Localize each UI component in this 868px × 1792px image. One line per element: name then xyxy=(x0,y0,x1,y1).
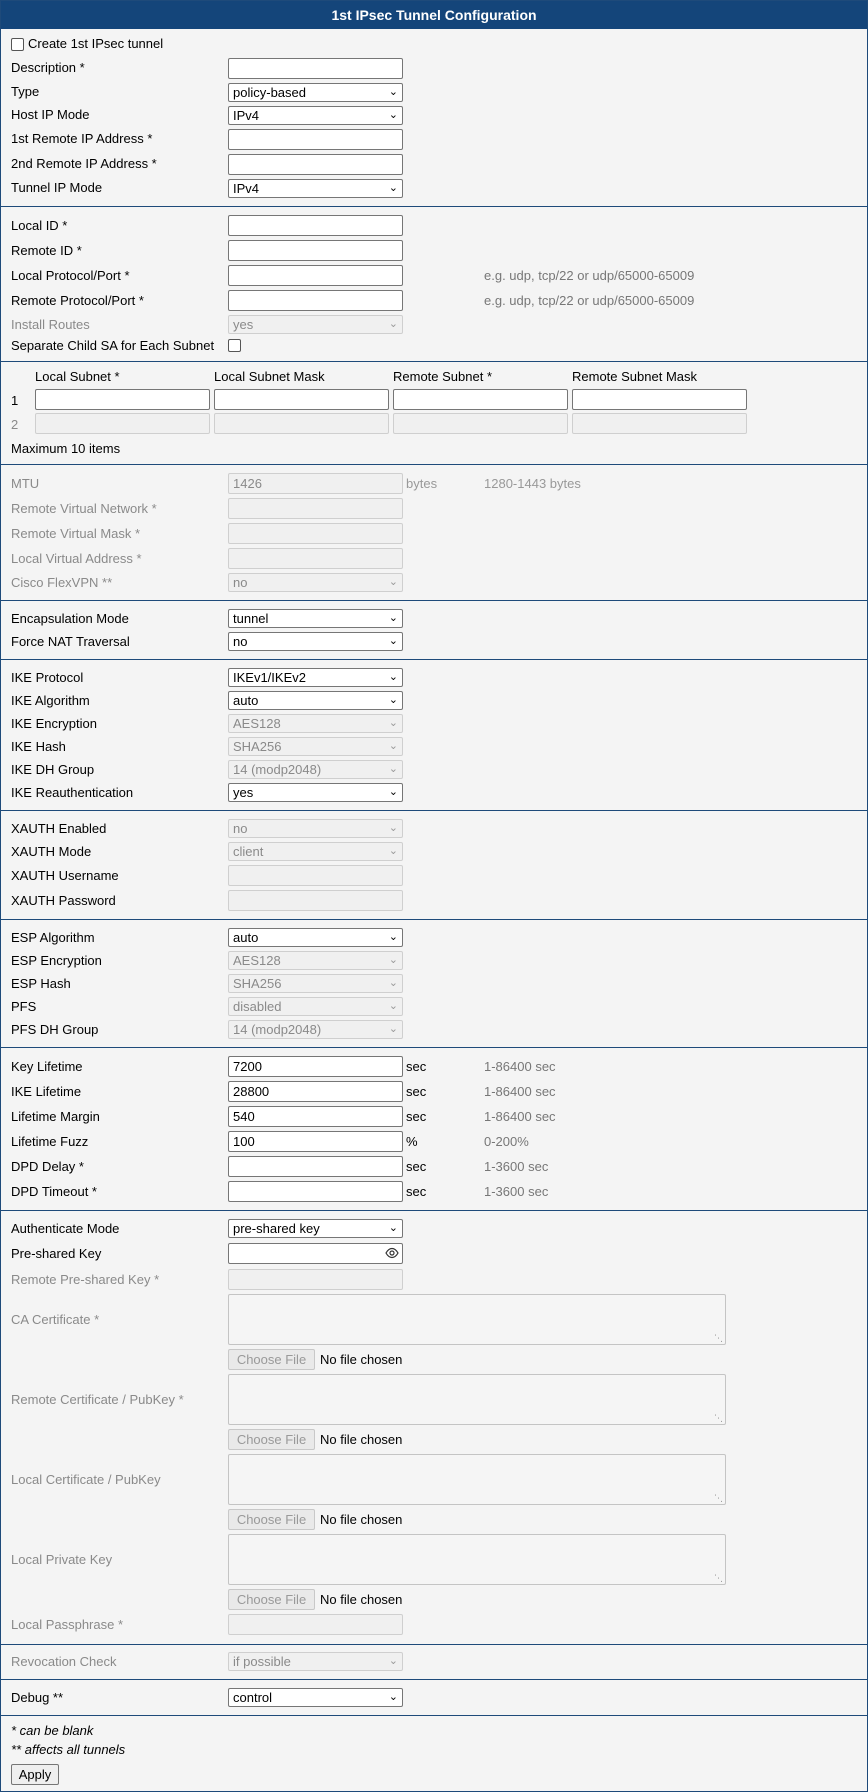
psk-input[interactable] xyxy=(228,1243,403,1264)
local-cert-label: Local Certificate / PubKey xyxy=(11,1472,161,1487)
chevron-down-icon: ⌄ xyxy=(388,318,398,330)
key-lifetime-label: Key Lifetime xyxy=(11,1059,83,1074)
max-items-note: Maximum 10 items xyxy=(11,441,121,456)
section-divider xyxy=(1,1210,867,1211)
subnet-header-local-mask: Local Subnet Mask xyxy=(214,369,325,384)
encapsulation-mode-select[interactable] xyxy=(228,609,403,628)
create-tunnel-checkbox[interactable] xyxy=(11,38,24,51)
ike-lifetime-hint: 1-86400 sec xyxy=(484,1084,556,1099)
description-input[interactable] xyxy=(228,58,403,79)
chevron-down-icon: ⌄ xyxy=(388,109,398,121)
passphrase-input xyxy=(228,1614,403,1635)
remote-cert-choose-file-button: Choose File xyxy=(228,1429,315,1450)
type-select[interactable] xyxy=(228,83,403,102)
force-nat-value: no xyxy=(233,634,248,649)
chevron-down-icon: ⌄ xyxy=(388,822,398,834)
subnet-row-number: 2 xyxy=(11,417,19,432)
chevron-down-icon: ⌄ xyxy=(388,694,398,706)
pfs-label: PFS xyxy=(11,999,37,1014)
ike-algorithm-value: auto xyxy=(233,693,259,708)
key-lifetime-input[interactable]: 7200 xyxy=(228,1056,403,1077)
esp-hash-value: SHA256 xyxy=(233,976,282,991)
esp-algorithm-value: auto xyxy=(233,930,259,945)
remote-cert-file-status: No file chosen xyxy=(320,1432,403,1447)
remote-virtual-mask-label: Remote Virtual Mask * xyxy=(11,526,141,541)
private-key-label: Local Private Key xyxy=(11,1552,113,1567)
chevron-down-icon: ⌄ xyxy=(388,1222,398,1234)
local-id-input[interactable] xyxy=(228,215,403,236)
xauth-enabled-value: no xyxy=(233,821,248,836)
subnet-header-remote-mask: Remote Subnet Mask xyxy=(572,369,698,384)
install-routes-label: Install Routes xyxy=(11,317,90,332)
esp-hash-label: ESP Hash xyxy=(11,976,71,991)
xauth-enabled-label: XAUTH Enabled xyxy=(11,821,107,836)
private-key-textarea xyxy=(228,1534,726,1585)
remote-ip1-input[interactable] xyxy=(228,129,403,150)
remote-subnet-mask-input xyxy=(572,413,747,434)
xauth-username-input xyxy=(228,865,403,886)
pfs-dh-group-label: PFS DH Group xyxy=(11,1022,99,1037)
debug-label: Debug ** xyxy=(11,1690,64,1705)
section-divider xyxy=(1,1644,867,1645)
ike-algorithm-label: IKE Algorithm xyxy=(11,693,90,708)
remote-subnet-input[interactable] xyxy=(393,389,568,410)
ike-hash-select xyxy=(228,737,403,756)
revocation-check-value: if possible xyxy=(233,1654,291,1669)
local-cert-file-status: No file chosen xyxy=(320,1512,403,1527)
xauth-enabled-select xyxy=(228,819,403,838)
type-label: Type xyxy=(11,84,40,99)
lifetime-fuzz-hint: 0-200% xyxy=(484,1134,529,1149)
chevron-down-icon: ⌄ xyxy=(388,612,398,624)
auth-mode-label: Authenticate Mode xyxy=(11,1221,120,1236)
apply-button[interactable]: Apply xyxy=(11,1764,59,1785)
chevron-down-icon: ⌄ xyxy=(388,740,398,752)
ike-lifetime-label: IKE Lifetime xyxy=(11,1084,82,1099)
section-divider xyxy=(1,1679,867,1680)
debug-value: control xyxy=(233,1690,273,1705)
remote-virtual-network-label: Remote Virtual Network * xyxy=(11,501,157,516)
ca-cert-choose-file-button: Choose File xyxy=(228,1349,315,1370)
local-subnet-mask-input xyxy=(214,413,389,434)
dpd-delay-hint: 1-3600 sec xyxy=(484,1159,549,1174)
xauth-password-input xyxy=(228,890,403,911)
footnote-all-tunnels: ** affects all tunnels xyxy=(11,1742,126,1757)
mtu-input: 1426 xyxy=(228,473,403,494)
dpd-delay-unit: sec xyxy=(406,1159,427,1174)
local-proto-hint: e.g. udp, tcp/22 or udp/65000-65009 xyxy=(484,268,695,283)
passphrase-label: Local Passphrase * xyxy=(11,1617,124,1632)
local-cert-choose-file-button: Choose File xyxy=(228,1509,315,1530)
chevron-down-icon: ⌄ xyxy=(388,182,398,194)
esp-encryption-value: AES128 xyxy=(233,953,281,968)
chevron-down-icon: ⌄ xyxy=(388,977,398,989)
chevron-down-icon: ⌄ xyxy=(388,671,398,683)
section-divider xyxy=(1,659,867,660)
form-title: 1st IPsec Tunnel Configuration xyxy=(1,1,867,29)
section-divider xyxy=(1,206,867,207)
ike-lifetime-input[interactable]: 28800 xyxy=(228,1081,403,1102)
section-divider xyxy=(1,464,867,465)
tunnel-ip-mode-label: Tunnel IP Mode xyxy=(11,180,103,195)
chevron-down-icon: ⌄ xyxy=(388,1000,398,1012)
remote-ip2-input[interactable] xyxy=(228,154,403,175)
local-proto-label: Local Protocol/Port * xyxy=(11,268,130,283)
footnote-blank: * can be blank xyxy=(11,1723,94,1738)
encapsulation-mode-label: Encapsulation Mode xyxy=(11,611,129,626)
remote-ip1-label: 1st Remote IP Address * xyxy=(11,131,153,146)
local-subnet-input xyxy=(35,413,210,434)
remote-virtual-mask-input xyxy=(228,523,403,544)
remote-proto-hint: e.g. udp, tcp/22 or udp/65000-65009 xyxy=(484,293,695,308)
remote-psk-input xyxy=(228,1269,403,1290)
chevron-down-icon: ⌄ xyxy=(388,1691,398,1703)
lifetime-margin-input[interactable]: 540 xyxy=(228,1106,403,1127)
ike-encryption-label: IKE Encryption xyxy=(11,716,97,731)
remote-subnet-input xyxy=(393,413,568,434)
ike-protocol-select[interactable] xyxy=(228,668,403,687)
create-tunnel-label: Create 1st IPsec tunnel xyxy=(28,36,164,51)
eye-icon[interactable] xyxy=(385,1247,399,1259)
chevron-down-icon: ⌄ xyxy=(388,635,398,647)
host-ip-mode-value: IPv4 xyxy=(233,108,260,123)
chevron-down-icon: ⌄ xyxy=(388,1023,398,1035)
local-proto-input[interactable] xyxy=(228,265,403,286)
chevron-down-icon: ⌄ xyxy=(388,845,398,857)
xauth-password-label: XAUTH Password xyxy=(11,893,116,908)
resize-grip-icon: ⋱ xyxy=(714,1333,723,1343)
remote-ip2-label: 2nd Remote IP Address * xyxy=(11,156,157,171)
tunnel-ip-mode-value: IPv4 xyxy=(233,181,260,196)
flexvpn-select xyxy=(228,573,403,592)
ike-protocol-label: IKE Protocol xyxy=(11,670,84,685)
ike-hash-label: IKE Hash xyxy=(11,739,66,754)
install-routes-select xyxy=(228,315,403,334)
flexvpn-label: Cisco FlexVPN ** xyxy=(11,575,113,590)
dpd-timeout-unit: sec xyxy=(406,1184,427,1199)
remote-proto-label: Remote Protocol/Port * xyxy=(11,293,144,308)
pfs-dh-group-select xyxy=(228,1020,403,1039)
xauth-mode-value: client xyxy=(233,844,264,859)
remote-id-label: Remote ID * xyxy=(11,243,82,258)
pfs-dh-group-value: 14 (modp2048) xyxy=(233,1022,322,1037)
ca-cert-textarea xyxy=(228,1294,726,1345)
section-divider xyxy=(1,810,867,811)
remote-cert-label: Remote Certificate / PubKey * xyxy=(11,1392,184,1407)
revocation-check-label: Revocation Check xyxy=(11,1654,117,1669)
remote-id-input[interactable] xyxy=(228,240,403,261)
chevron-down-icon: ⌄ xyxy=(388,954,398,966)
dpd-timeout-hint: 1-3600 sec xyxy=(484,1184,549,1199)
separate-sa-checkbox[interactable] xyxy=(228,339,241,352)
xauth-mode-select xyxy=(228,842,403,861)
chevron-down-icon: ⌄ xyxy=(388,86,398,98)
ca-cert-label: CA Certificate * xyxy=(11,1312,100,1327)
lifetime-fuzz-input[interactable]: 100 xyxy=(228,1131,403,1152)
subnet-header-remote: Remote Subnet * xyxy=(393,369,493,384)
local-cert-textarea xyxy=(228,1454,726,1505)
resize-grip-icon: ⋱ xyxy=(714,1573,723,1583)
chevron-down-icon: ⌄ xyxy=(388,717,398,729)
esp-hash-select xyxy=(228,974,403,993)
section-divider xyxy=(1,1715,867,1716)
remote-cert-textarea xyxy=(228,1374,726,1425)
section-divider xyxy=(1,361,867,362)
section-divider xyxy=(1,919,867,920)
private-key-file-status: No file chosen xyxy=(320,1592,403,1607)
force-nat-select[interactable] xyxy=(228,632,403,651)
ike-reauth-label: IKE Reauthentication xyxy=(11,785,134,800)
ike-dh-group-select xyxy=(228,760,403,779)
local-virtual-address-input xyxy=(228,548,403,569)
dpd-timeout-input[interactable] xyxy=(228,1181,403,1202)
revocation-check-select xyxy=(228,1652,403,1671)
debug-select[interactable] xyxy=(228,1688,403,1707)
dpd-timeout-label: DPD Timeout * xyxy=(11,1184,97,1199)
chevron-down-icon: ⌄ xyxy=(388,763,398,775)
ike-reauth-select[interactable] xyxy=(228,783,403,802)
psk-label: Pre-shared Key xyxy=(11,1246,102,1261)
section-divider xyxy=(1,600,867,601)
mtu-label: MTU xyxy=(11,476,40,491)
subnet-row-number: 1 xyxy=(11,393,19,408)
ike-encryption-value: AES128 xyxy=(233,716,281,731)
ike-hash-value: SHA256 xyxy=(233,739,282,754)
ca-cert-file-status: No file chosen xyxy=(320,1352,403,1367)
local-virtual-address-label: Local Virtual Address * xyxy=(11,551,142,566)
ike-reauth-value: yes xyxy=(233,785,254,800)
section-divider xyxy=(1,1047,867,1048)
xauth-username-label: XAUTH Username xyxy=(11,868,119,883)
esp-algorithm-select[interactable] xyxy=(228,928,403,947)
ike-protocol-value: IKEv1/IKEv2 xyxy=(233,670,306,685)
type-value: policy-based xyxy=(233,85,306,100)
ike-lifetime-unit: sec xyxy=(406,1084,427,1099)
dpd-delay-input[interactable] xyxy=(228,1156,403,1177)
auth-mode-value: pre-shared key xyxy=(233,1221,320,1236)
mtu-unit: bytes xyxy=(406,476,438,491)
ike-algorithm-select[interactable] xyxy=(228,691,403,710)
host-ip-mode-select[interactable] xyxy=(228,106,403,125)
lifetime-margin-hint: 1-86400 sec xyxy=(484,1109,556,1124)
lifetime-fuzz-label: Lifetime Fuzz xyxy=(11,1134,89,1149)
local-subnet-mask-input[interactable] xyxy=(214,389,389,410)
host-ip-mode-label: Host IP Mode xyxy=(11,107,90,122)
esp-algorithm-label: ESP Algorithm xyxy=(11,930,95,945)
key-lifetime-hint: 1-86400 sec xyxy=(484,1059,556,1074)
separate-sa-label: Separate Child SA for Each Subnet xyxy=(11,338,215,353)
resize-grip-icon: ⋱ xyxy=(714,1493,723,1503)
chevron-down-icon: ⌄ xyxy=(388,931,398,943)
dpd-delay-label: DPD Delay * xyxy=(11,1159,84,1174)
description-label: Description * xyxy=(11,60,85,75)
lifetime-margin-unit: sec xyxy=(406,1109,427,1124)
force-nat-label: Force NAT Traversal xyxy=(11,634,130,649)
local-id-label: Local ID * xyxy=(11,218,68,233)
pfs-select xyxy=(228,997,403,1016)
tunnel-ip-mode-select[interactable] xyxy=(228,179,403,198)
resize-grip-icon: ⋱ xyxy=(714,1413,723,1423)
ike-encryption-select xyxy=(228,714,403,733)
subnet-header-local: Local Subnet * xyxy=(35,369,120,384)
mtu-hint: 1280-1443 bytes xyxy=(484,476,581,491)
remote-psk-label: Remote Pre-shared Key * xyxy=(11,1272,160,1287)
pfs-value: disabled xyxy=(233,999,282,1014)
chevron-down-icon: ⌄ xyxy=(388,1655,398,1667)
key-lifetime-unit: sec xyxy=(406,1059,427,1074)
remote-virtual-network-input xyxy=(228,498,403,519)
remote-subnet-mask-input[interactable] xyxy=(572,389,747,410)
private-key-choose-file-button: Choose File xyxy=(228,1589,315,1610)
ike-dh-group-value: 14 (modp2048) xyxy=(233,762,322,777)
flexvpn-value: no xyxy=(233,575,248,590)
install-routes-value: yes xyxy=(233,317,254,332)
ike-dh-group-label: IKE DH Group xyxy=(11,762,95,777)
auth-mode-select[interactable] xyxy=(228,1219,403,1238)
chevron-down-icon: ⌄ xyxy=(388,576,398,588)
lifetime-margin-label: Lifetime Margin xyxy=(11,1109,100,1124)
chevron-down-icon: ⌄ xyxy=(388,786,398,798)
esp-encryption-select xyxy=(228,951,403,970)
encapsulation-mode-value: tunnel xyxy=(233,611,269,626)
esp-encryption-label: ESP Encryption xyxy=(11,953,102,968)
xauth-mode-label: XAUTH Mode xyxy=(11,844,92,859)
remote-proto-input[interactable] xyxy=(228,290,403,311)
local-subnet-input[interactable] xyxy=(35,389,210,410)
lifetime-fuzz-unit: % xyxy=(406,1134,418,1149)
